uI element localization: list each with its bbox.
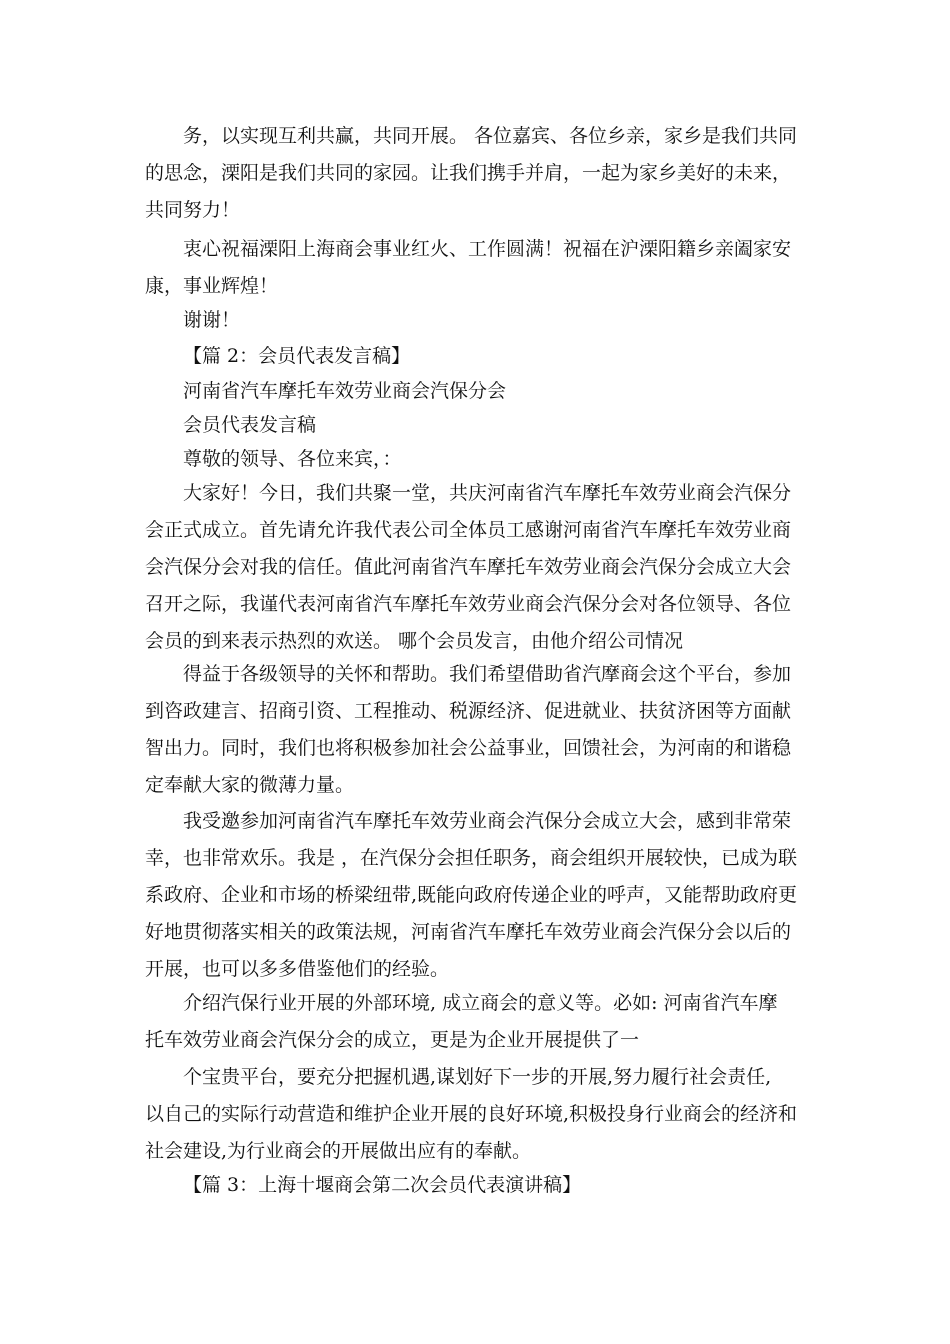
text-line: 托车效劳业商会汽保分会的成立，更是为企业开展提供了一 — [145, 1029, 640, 1051]
text-line: 康，事业辉煌！ — [145, 275, 279, 297]
text-line: 以自己的实际行动营造和维护企业开展的良好环境,积极投身行业商会的经济和 — [145, 1103, 798, 1125]
org-name-line — [145, 373, 810, 410]
text-line: 介绍汽保行业开展的外部环境, 成立商会的意义等。必如: 河南省汽车摩 — [183, 992, 778, 1014]
text-line: 系政府、企业和市场的桥梁纽带,既能向政府传递企业的呼声，又能帮助政府更 — [145, 884, 798, 906]
paragraph-platform — [145, 1059, 810, 1170]
text-line: 会员代表发言稿 — [183, 414, 317, 436]
text-line: 会汽保分会对我的信任。值此河南省汽车摩托车效劳业商会汽保分会成立大会 — [145, 556, 792, 578]
text-line: 幸，也非常欢乐。我是 ，在汽保分会担任职务，商会组织开展较快，已成为联 — [145, 847, 798, 869]
text-line: 的思念，溧阳是我们共同的家园。让我们携手并肩，一起为家乡美好的未来， — [145, 162, 792, 184]
text-line: 得益于各级领导的关怀和帮助。我们希望借助省汽摩商会这个平台，参加 — [183, 663, 792, 685]
text-line: 个宝贵平台，要充分把握机遇,谋划好下一步的开展,努力履行社会责任, — [183, 1066, 772, 1088]
text-line: 智出力。同时，我们也将积极参加社会公益事业，回馈社会，为河南的和谐稳 — [145, 737, 792, 759]
text-line: 会正式成立。首先请允许我代表公司全体员工感谢河南省汽车摩托车效劳业商 — [145, 519, 792, 541]
text-line: 开展，也可以多多借鉴他们的经验。 — [145, 958, 450, 980]
text-line: 会员的到来表示热烈的欢送。 哪个会员发言，由他介绍公司情况 — [145, 630, 684, 652]
paragraph-invitation — [145, 803, 810, 988]
text-line: 到咨政建言、招商引资、工程推动、税源经济、促进就业、扶贫济困等方面献 — [145, 700, 792, 722]
text-line: 好地贯彻落实相关的政策法规，河南省汽车摩托车效劳业商会汽保分会以后的 — [145, 921, 792, 943]
salutation-line — [145, 441, 810, 478]
section-heading-part-3 — [145, 1167, 810, 1204]
text-line: 衷心祝福溧阳上海商会事业红火、工作圆满！祝福在沪溧阳籍乡亲阖家安 — [183, 238, 792, 260]
speech-title-line — [145, 407, 810, 444]
paragraph-opening — [145, 475, 810, 660]
text-line: 召开之际，我谨代表河南省汽车摩托车效劳业商会汽保分会对各位领导、各位 — [145, 593, 792, 615]
text-line: 【篇 2：会员代表发言稿】 — [183, 345, 411, 367]
paragraph-closing-remarks — [145, 118, 810, 229]
text-line: 【篇 3：上海十堰商会第二次会员代表演讲稿】 — [183, 1174, 582, 1196]
text-line: 河南省汽车摩托车效劳业商会汽保分会 — [183, 380, 507, 402]
paragraph-thanks — [145, 302, 810, 339]
text-line: 大家好！今日，我们共聚一堂，共庆河南省汽车摩托车效劳业商会汽保分 — [183, 482, 792, 504]
text-line: 共同努力！ — [145, 199, 241, 221]
paragraph-gratitude — [145, 656, 810, 804]
text-line: 谢谢！ — [183, 309, 241, 331]
section-heading-part-2 — [145, 338, 810, 375]
text-line: 我受邀参加河南省汽车摩托车效劳业商会汽保分会成立大会，感到非常荣 — [183, 810, 792, 832]
paragraph-environment — [145, 985, 810, 1059]
text-line: 社会建设,为行业商会的开展做出应有的奉献。 — [145, 1140, 532, 1162]
text-line: 尊敬的领导、各位来宾，： — [183, 448, 402, 470]
text-line: 务，以实现互利共赢，共同开展。 各位嘉宾、各位乡亲，家乡是我们共同 — [183, 125, 798, 147]
paragraph-blessing — [145, 231, 810, 305]
text-line: 定奉献大家的微薄力量。 — [145, 774, 355, 796]
